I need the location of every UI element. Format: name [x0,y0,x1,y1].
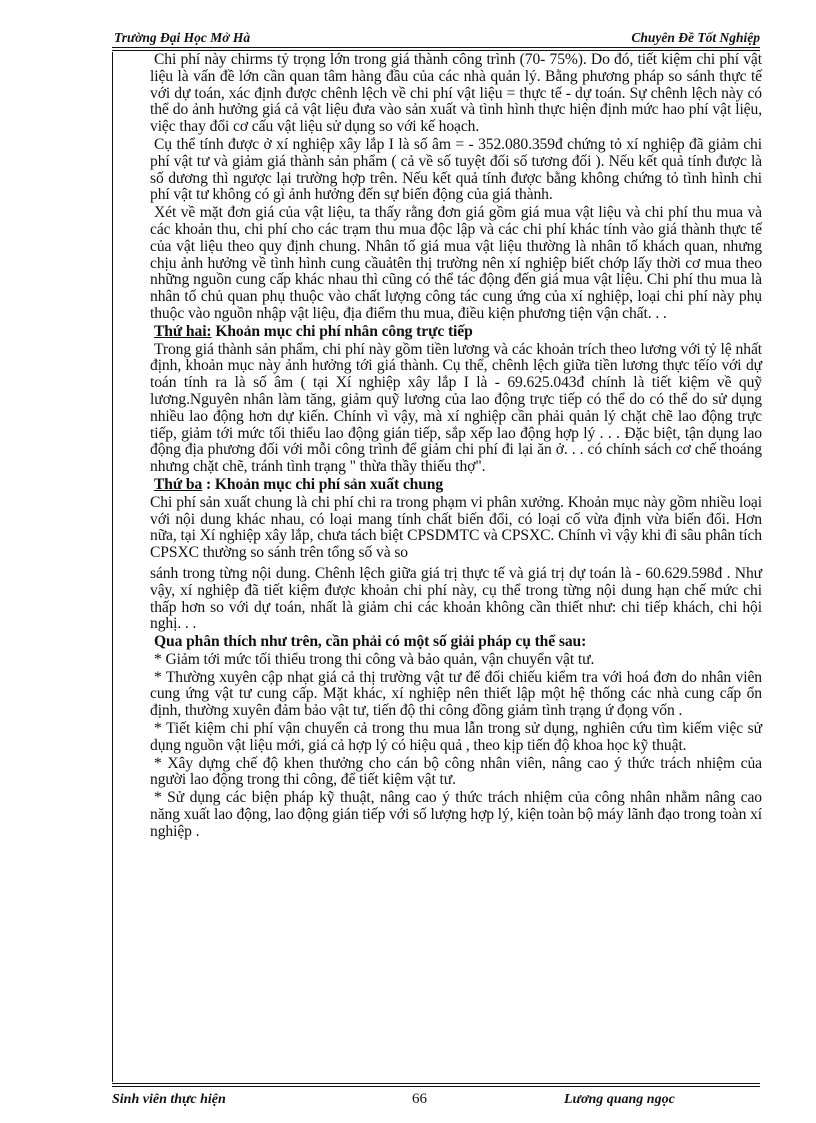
paragraph: Xét về mặt đơn giá của vật liệu, ta thấy rằng đơn giá gồm giá mua vật liệu và chi phí thu mua và các khoản thu, chi phí cho các trạm thu mua độc lập và các chi phí khác tính vào giá thành thực tế của vật liệu theo quy định chung. Nhân tố giá mua vật liệu thường là nhân tố khách quan, nhưng chịu ảnh hưởng về tình hình cung cầuảtên thị trường nên xí nghiệp biết chớp lấy thời cơ mua theo những nguồn cung cấp khác nhau thì cũng có thể tác động đến giá mua vật liệu. Chi phí thu mua là nhân tố chủ quan phụ thuộc vào chất lượng công tác cung ứng của xí nghiệp, loại chi phí này phụ thuộc vào nguồn nhập vật liệu, địa điểm thu mua, điều kiện phương tiện vận chất. . . [150,204,762,322]
footer-author-name: Lương quang ngọc [564,1092,675,1107]
section-heading-4: Qua phân thích như trên, cần phải có một số giải pháp cụ thể sau: [154,633,587,651]
heading-text: Khoản mục chi phí nhân công trực tiếp [211,322,473,340]
left-margin-line [112,52,113,1082]
section-heading-2 [154,324,762,341]
list-item: * Tiết kiệm chi phí vận chuyển cả trong thu mua lẫn trong sử dụng, nghiên cứu tìm kiếm việc sử dụng nguồn vật liệu mới, giá cả hợp lý có hiệu quả , theo kịp tiến độ khoa học kỹ thuật. [150,720,762,754]
list-item: * Giảm tới mức tối thiểu trong thi công và bảo quản, vận chuyển vật tư. [154,650,595,668]
body-text [150,52,762,842]
list-item: * Xây dựng chế độ khen thưởng cho cán bộ công nhân viên, nâng cao ý thức trách nhiệm của người lao động trong thi công, để tiết kiệm vật tư. [150,754,762,789]
footer-author-label: Sinh viên thực hiện [112,1092,226,1107]
heading-label: Thứ hai: [154,322,212,340]
heading-label: Thứ ba [154,475,203,493]
footer-rule-thin [112,1086,760,1087]
footer-rule [112,1083,760,1084]
heading-text: : Khoản mục chi phí sản xuất chung [202,475,444,493]
paragraph: Chi phí sản xuất chung là chi phí chi ra trong phạm vi phân xưởng. Khoản mục này gồm nhiều loại với nội dung khác nhau, có loại mang tính chất biến đổi, có loại cố vừa định vừa biến đổi. Hơn nữa, tại Xí nghiệp xây lắp, chưa tách biệt CPSDMTC và CPSXC. Chính vì vậy khi đi sâu phân tích CPSXC thường so sánh trên tổng số và so [150,493,762,562]
header-rule [112,47,760,48]
paragraph: sánh trong từng nội dung. Chênh lệch giữa giá trị thực tế và giá trị dự toán là - 60.629.598đ . Như vậy, xí nghiệp đã tiết kiệm được khoản chi phí này, cụ thể trong từng nội dung hạn chế mức chi thấp hơn so với dự toán, nhất là giảm chi các khoản không cần thiết như: chi tiếp khách, chi hội nghị. . . [150,564,762,633]
paragraph: Cụ thể tính được ở xí nghiệp xây lắp I là số âm = - 352.080.359đ chứng tỏ xí nghiệp đã giảm chi phí vật tư và giảm giá thành sản phẩm ( cả về số tuyệt đối số tương đối ). Nếu kết quả tính được là số dương thì ngược lại trường hợp trên. Nếu kết quả tính được bằng không chứng tỏ tình hình chi phí vật tư không có gì ảnh hưởng đến sự biến động của giá thành. [150,135,762,204]
section-heading-3 [154,477,762,494]
page-number: 66 [412,1091,427,1107]
page-footer [112,1088,760,1112]
paragraph: Chi phí này chirms tỷ trọng lớn trong giá thành công trình (70- 75%). Do đó, tiết kiệm chi phí vật liệu là vấn đề lớn cần quan tâm hàng đầu của các nhà quản lý. Bằng phương pháp so sánh thực tế với dự toán, xác định được chênh lệch về chi phí vật liệu = thực tế - dự toán. Sự chênh lệch này có thể do ảnh hưởng giá cả vật liệu đưa vào sản xuất và tình hình thực hiện định mức hao phí vật liệu, việc thay đổi cơ cấu vật liệu sử dụng so với kế hoạch. [150,51,762,136]
paragraph: Trong giá thành sản phẩm, chi phí này gồm tiền lương và các khoản trích theo lương với tỷ lệ nhất định, khoản mục này ảnh hưởng tới giá thành. Cụ thể, chênh lệch giữa tiền lương thực tếío với dự toán tính ra là số âm ( tại Xí nghiệp xây lắp I là - 69.625.043đ chính là tiết kiệm về quỹ lương.Nguyên nhân làm tăng, giảm quỹ lương của lao động trực tiếp có thể do có thể do sử dụng nhiều lao động hơn dự kiến. Chính vì vậy, mà xí nghiệp cần phải quản lý chặt chẽ lao động trực tiếp, giảm tới mức tối thiểu lao động gián tiếp, sắp xếp lao động hợp lý . . . Đặc biệt, tận dụng lao động địa phương đối với mỗi công trình để giảm chi phí đi lại ăn ở. . . có chính sách cơ chế thoáng nhưng chặt chẽ, tránh tình trạng " thừa thầy thiếu thợ". [150,340,762,476]
list-item: * Thường xuyên cập nhạt giá cả thị trường vật tư để đối chiếu kiểm tra với hoá đơn do nhân viên cung ứng vật tư cung cấp. Mặt khác, xí nghiệp nên thiết lập một hệ thống các nhà cung cấp ổn định, thường xuyên đảm bảo vật tư, tiến độ thi công đồng giảm tình trạng ứ đọng vốn . [150,668,762,720]
header-title: Chuyên Đề Tốt Nghiệp [631,30,760,45]
list-item: * Sử dụng các biện pháp kỹ thuật, nâng cao ý thức trách nhiệm của công nhân nhằm nâng cao năng xuất lao động, lao động gián tiếp với số lượng hợp lý, kiện toàn bộ máy lãnh đạo trong toàn xí nghiệp . [150,789,762,840]
header-school: Trường Đại Học Mở Hà [114,30,251,45]
